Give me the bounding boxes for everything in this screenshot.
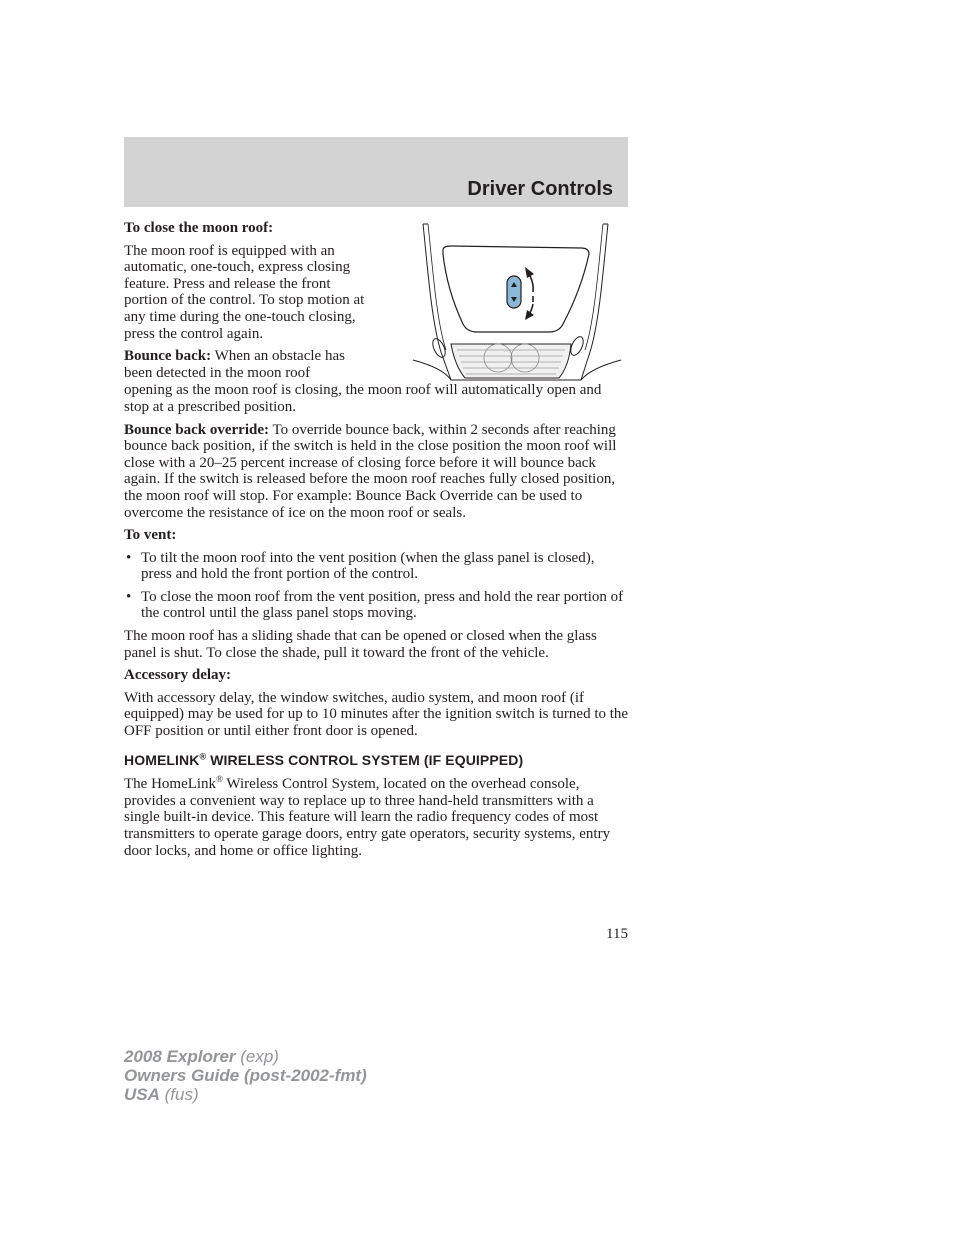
page-number: 115 — [606, 926, 628, 942]
homelink-description: The HomeLink® Wireless Control System, located on the overhead console, provides a convenient way to replace up to three hand-held transmitters with a single built-in device. This feature will learn the radio frequency codes of most transmitters to operate garage doors, entry gate operators, security systems, entry door locks, and home or office lighting. — [124, 774, 611, 859]
section-header-band — [124, 137, 628, 207]
bounce-back-text-a: When an obstacle has been detected in the moon roof — [124, 348, 345, 381]
page-content — [124, 220, 629, 865]
bounce-back-override-label: Bounce back override: — [124, 421, 269, 438]
close-moon-roof-body: The moon roof is equipped with an automatic, one-touch, express closing feature. Press and release the front portion of the control. To stop motion at any time during the one-touch closing, press the control again. — [124, 242, 365, 342]
footer-line-2: Owners Guide (post-2002-fmt) — [124, 1066, 367, 1085]
close-moon-roof-heading: To close the moon roof: — [124, 220, 274, 236]
footer-line-1: 2008 Explorer (exp) — [124, 1047, 279, 1066]
section-title: Driver Controls — [467, 178, 613, 200]
accessory-delay-heading: Accessory delay: — [124, 667, 232, 684]
sliding-shade-text: The moon roof has a sliding shade that can be opened or closed when the glass panel is shut. To close the shade, pull it toward the front of the vehicle. — [124, 628, 597, 661]
bounce-back-label: Bounce back: — [124, 348, 212, 365]
accessory-delay-text: With accessory delay, the window switches, audio system, and moon roof (if equipped) may be used for up to 10 minutes after the ignition switch is turned to the OFF position or until either front door is opened. — [124, 689, 629, 740]
vent-bullet-list — [124, 550, 629, 622]
homelink-section-heading: HOMELINK® WIRELESS CONTROL SYSTEM (IF EQUIPPED) — [124, 750, 524, 768]
list-item: • To tilt the moon roof into the vent position (when the glass panel is closed), press and hold the front portion of the control. — [126, 549, 595, 583]
bounce-back-text-b: opening as the moon roof is closing, the moon roof will automatically open and stop at a prescribed position. — [124, 382, 602, 415]
bullet-icon: • — [126, 549, 132, 566]
footer-line-3: USA (fus) — [124, 1085, 199, 1104]
vent-heading: To vent: — [124, 527, 177, 544]
bullet-icon: • — [126, 588, 132, 605]
list-item: • To close the moon roof from the vent position, press and hold the rear portion of the control until the glass panel stops moving. — [126, 588, 624, 622]
bounce-back-override-text: To override bounce back, within 2 seconds after reaching bounce back position, if the switch is held in the close position the moon roof will close with a 20–25 percent increase of closing force before it will bounce back again. If the switch is released before the moon roof reaches fully closed position, the moon roof will stop. For example: Bounce Back Override can be used to overcome the resistance of ice on the moon roof or seals. — [124, 421, 617, 521]
moon-roof-intro-column — [124, 220, 374, 381]
document-footer — [124, 1047, 367, 1104]
